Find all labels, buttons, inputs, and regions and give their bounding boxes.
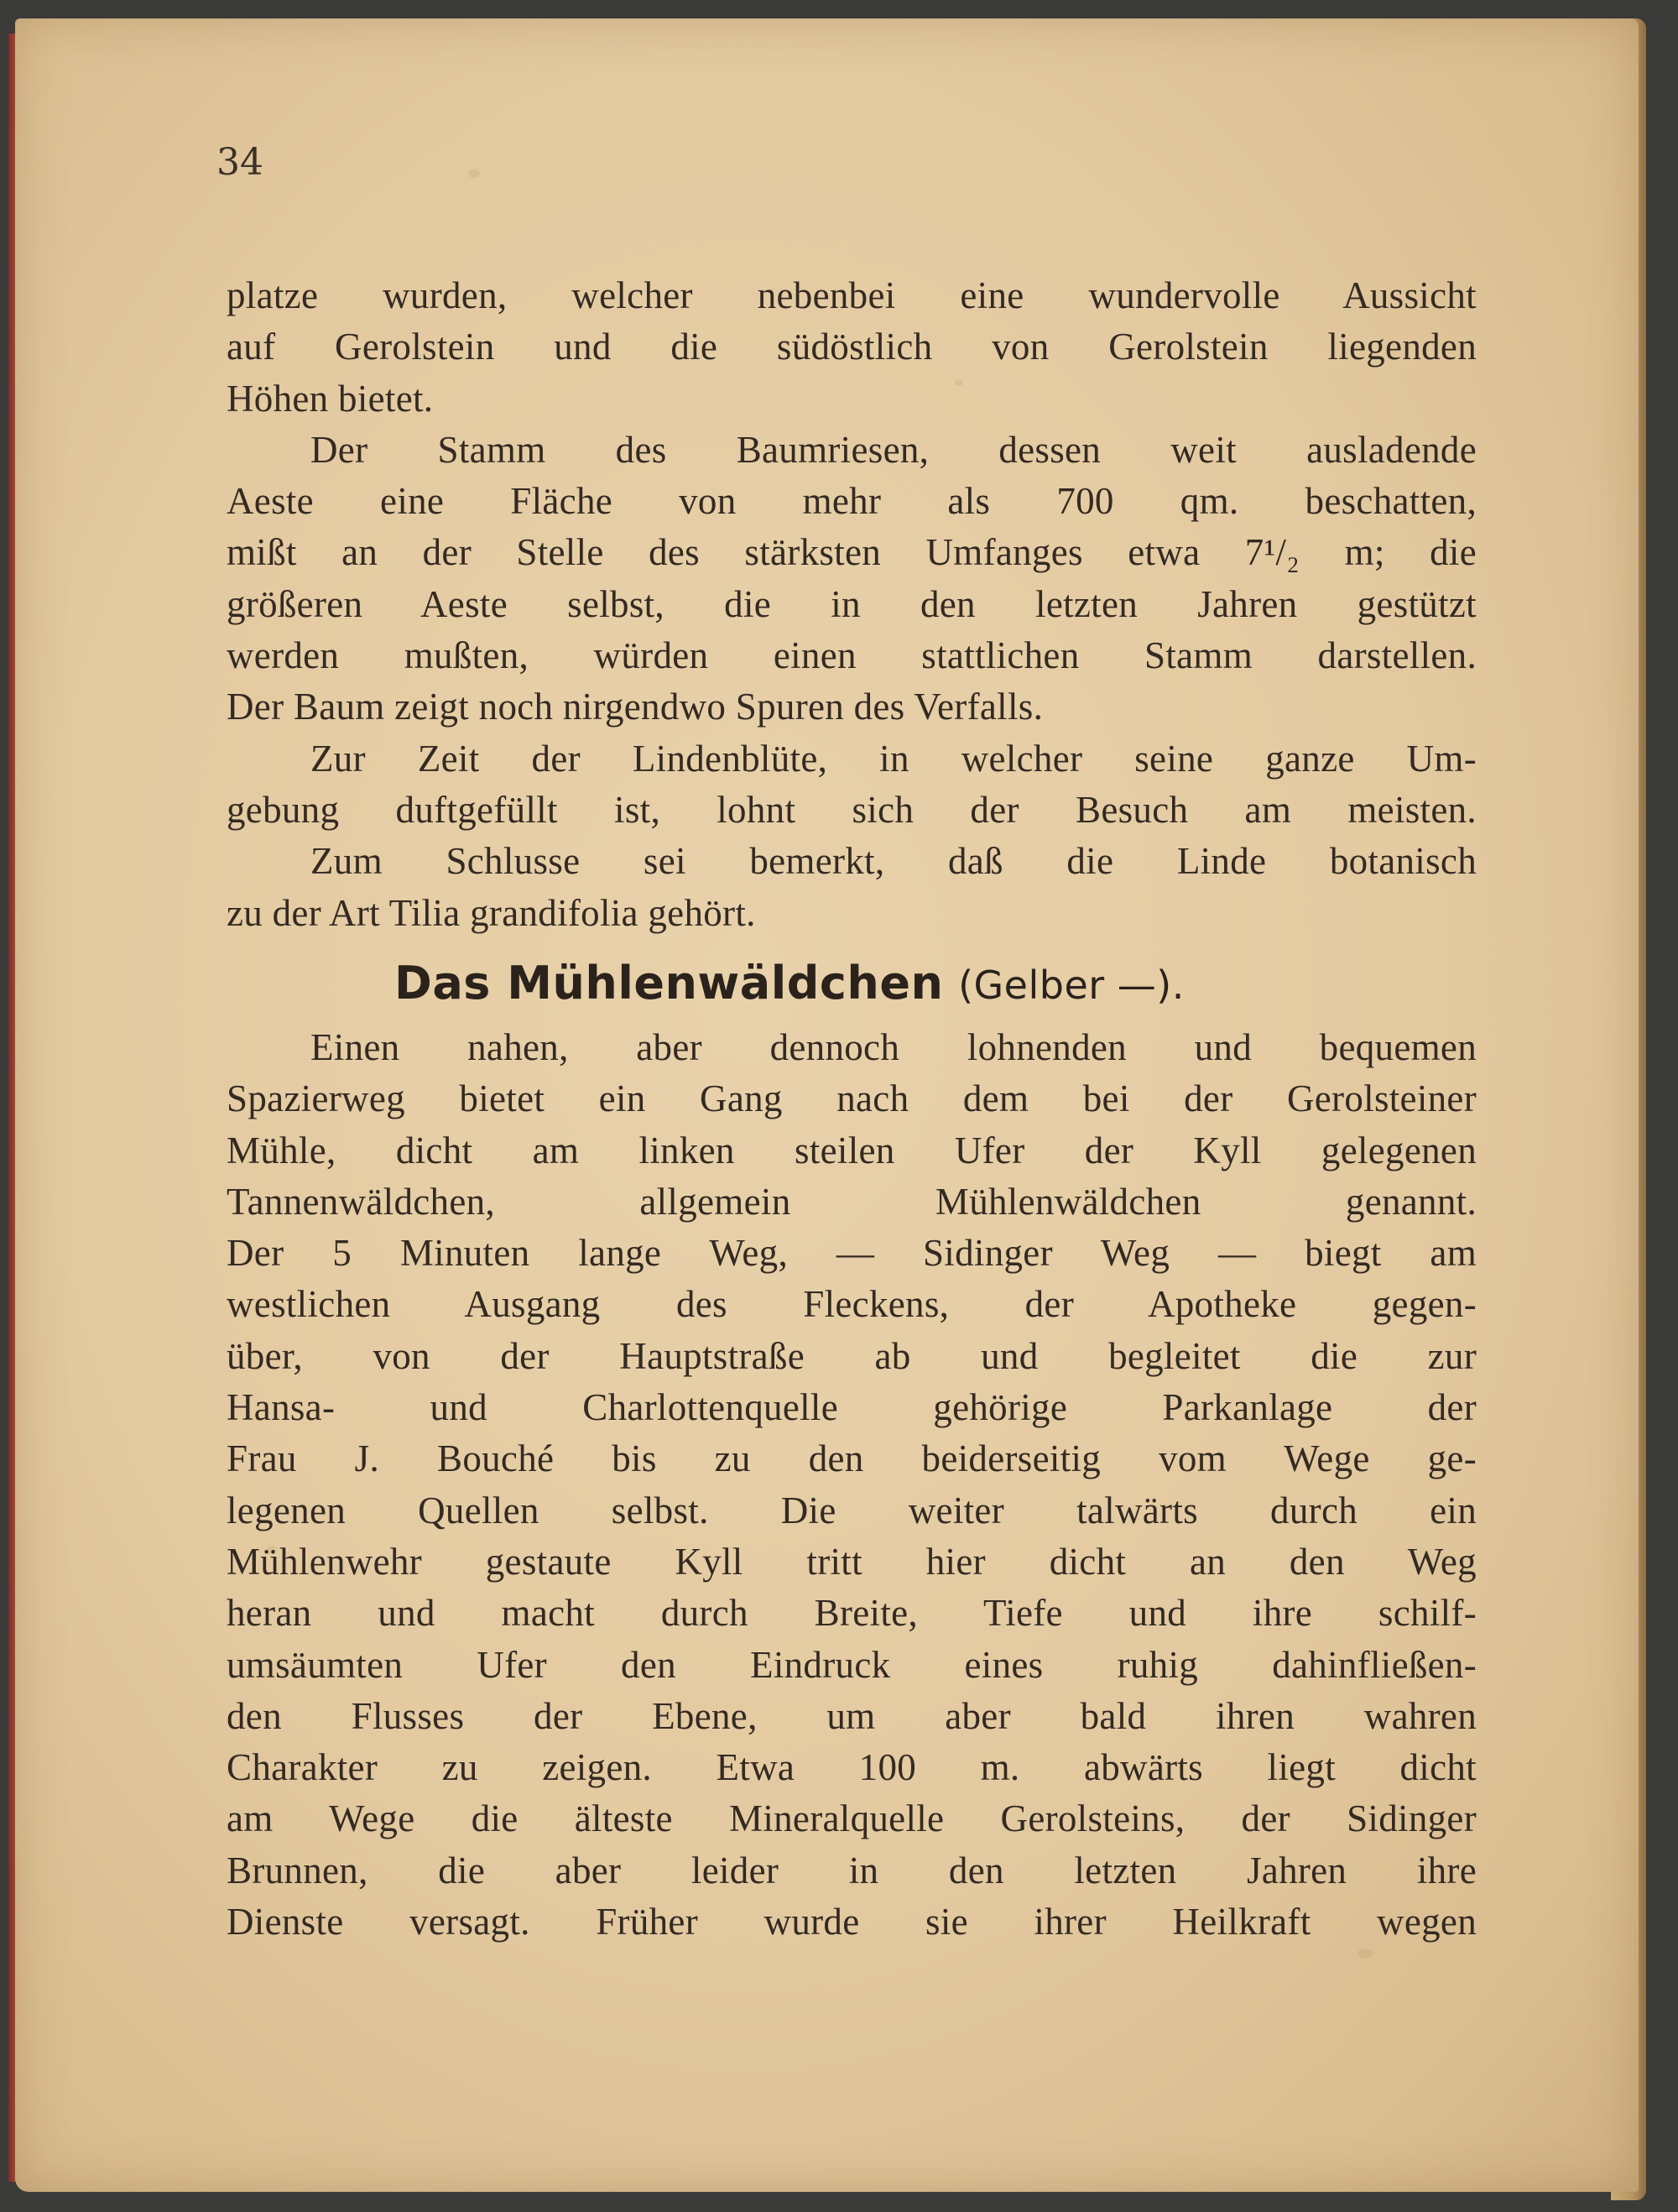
text-line: größeren Aeste selbst, die in den letzten Jahren gestützt [227,582,1477,625]
heading-subtitle: (Gelber —). [958,963,1185,1008]
paragraph-block-2 [227,1022,1477,1948]
text-line: den Flusses der Ebene, um aber bald ihren wahren [227,1694,1477,1737]
text-line: legenen Quellen selbst. Die weiter talwärts durch ein [227,1489,1477,1531]
page-number: 34 [216,141,263,184]
text-line: Charakter zu zeigen. Etwa 100 m. abwärts liegt dicht [227,1746,1477,1789]
paper-spot [468,170,480,178]
text-line: Einen nahen, aber dennoch lohnenden und bequemen [310,1026,1477,1068]
paragraph-block-1 [227,270,1477,939]
text-line: platze wurden, welcher nebenbei eine wundervolle Aussicht [227,274,1477,316]
text-line: zu der Art Tilia grandifolia gehört. [227,891,756,934]
text-line: Der 5 Minuten lange Weg, — Sidinger Weg — biegt am [227,1232,1477,1275]
text-line: heran und macht durch Breite, Tiefe und ihre schilf- [227,1592,1477,1635]
text-line: am Wege die älteste Mineralquelle Gerolsteins, der Sidinger [227,1797,1477,1840]
text-line: Spazierweg bietet ein Gang nach dem bei der Gerolsteiner [227,1077,1477,1120]
text-line: gebung duftgefüllt ist, lohnt sich der Besuch am meisten. [227,788,1477,831]
text-line: mißt an der Stelle des stärksten Umfanges etwa 7¹/₂ m; die [227,531,1477,574]
text-line: Zur Zeit der Lindenblüte, in welcher seine ganze Um- [310,737,1477,780]
text-line: Höhen bietet. [227,377,434,420]
text-line: Hansa- und Charlottenquelle gehörige Parkanlage der [227,1386,1477,1429]
text-line: umsäumten Ufer den Eindruck eines ruhig dahinfließen- [227,1643,1477,1686]
text-line: Der Stamm des Baumriesen, dessen weit ausladende [310,428,1477,471]
text-line: auf Gerolstein und die südöstlich von Gerolstein liegenden [227,326,1477,368]
text-line: werden mußten, würden einen stattlichen Stamm darstellen. [227,634,1477,677]
text-line: Der Baum zeigt noch nirgendwo Spuren des Verfalls. [227,686,1044,728]
text-line: Mühlenwehr gestaute Kyll tritt hier dicht an den Weg [227,1540,1477,1583]
text-line: westlichen Ausgang des Fleckens, der Apotheke gegen- [227,1283,1477,1326]
text-line: Frau J. Bouché bis zu den beiderseitig vom Wege ge- [227,1437,1477,1480]
text-line: Zum Schlusse sei bemerkt, daß die Linde botanisch [310,840,1477,883]
text-line: Dienste versagt. Früher wurde sie ihrer Heilkraft wegen [227,1901,1477,1943]
heading-title: Das Mühlenwäldchen [394,957,944,1009]
section-heading [394,957,1185,1009]
paper-spot [1358,1949,1373,1959]
text-line: über, von der Hauptstraße ab und begleitet die zur [227,1334,1477,1377]
text-line: Brunnen, die aber leider in den letzten Jahren ihre [227,1849,1477,1891]
text-line: Mühle, dicht am linken steilen Ufer der Kyll gelegenen [227,1129,1477,1171]
text-line: Aeste eine Fläche von mehr als 700 qm. beschatten, [227,480,1477,523]
text-line: Tannenwäldchen, allgemein Mühlenwäldchen genannt. [227,1180,1477,1223]
